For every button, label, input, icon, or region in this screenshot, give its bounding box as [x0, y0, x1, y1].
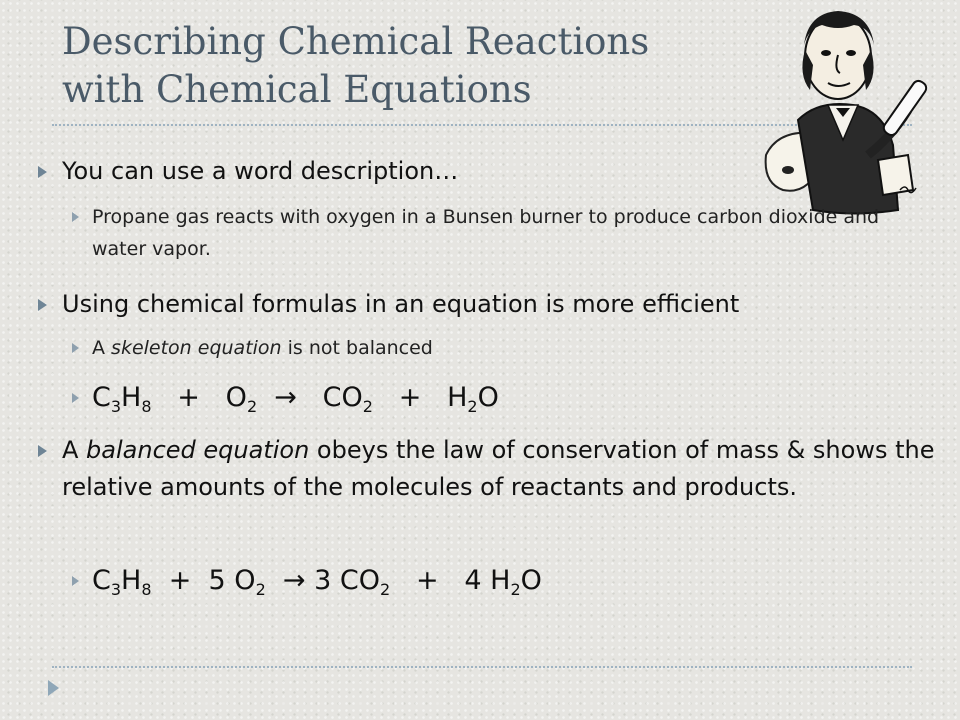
- corner-arrow-icon: [48, 680, 59, 696]
- balanced-equation: [92, 563, 542, 599]
- bullet-word-description: You can use a word description…: [62, 157, 459, 185]
- product-carbon-dioxide: $CO_2$: [339, 565, 391, 599]
- coefficient: 3: [314, 565, 332, 596]
- balanced-suffix: obeys the law of conservation of mass & shows the relative amounts of the molecules of reactants and products.: [62, 436, 935, 501]
- balanced-term: balanced equation: [86, 436, 310, 464]
- title-line-2: with Chemical Equations: [62, 68, 532, 111]
- sub-bullet-marker: [72, 343, 79, 353]
- reactant-propane: $C_3H_8$: [92, 382, 152, 416]
- reactant-oxygen: $O_2$: [225, 382, 258, 416]
- plus-sign: +: [415, 565, 439, 596]
- slide-title: [62, 18, 762, 114]
- skeleton-prefix: A: [92, 337, 112, 359]
- product-water: $H_2O$: [490, 565, 542, 599]
- sub-bullet-propane-description: Propane gas reacts with oxygen in a Bunsen burner to produce carbon dioxide and water vapor.: [92, 206, 880, 260]
- product-water: $H_2O$: [447, 382, 499, 416]
- sub-bullet-marker: [72, 212, 79, 222]
- scientist-caricature-illustration: [758, 5, 928, 220]
- yields-arrow: →: [274, 382, 297, 413]
- skeleton-suffix: is not balanced: [281, 337, 433, 359]
- footer-divider: [52, 666, 912, 668]
- coefficient: 5: [208, 565, 226, 596]
- balanced-prefix: A: [62, 436, 87, 464]
- plus-sign: +: [177, 382, 200, 413]
- sub-bullet-marker: [72, 576, 79, 586]
- skeleton-term: skeleton equation: [111, 337, 282, 359]
- product-carbon-dioxide: $CO_2$: [322, 382, 373, 416]
- sub-bullet-skeleton-equation: [92, 332, 433, 364]
- bullet-chemical-formulas: Using chemical formulas in an equation is more efficient: [62, 290, 740, 318]
- title-line-1: Describing Chemical Reactions: [62, 20, 650, 63]
- bullet-marker: [38, 166, 47, 178]
- yields-arrow: →: [282, 565, 306, 596]
- bullet-marker: [38, 445, 47, 457]
- bullet-balanced-equation: [62, 432, 942, 506]
- plus-sign: +: [398, 382, 422, 413]
- sub-bullet-marker: [72, 393, 79, 403]
- plus-sign: +: [168, 565, 192, 596]
- reactant-oxygen: $O_2$: [234, 565, 266, 599]
- bullet-marker: [38, 299, 47, 311]
- coefficient: 4: [464, 565, 482, 596]
- reactant-propane: $C_3H_8$: [92, 565, 152, 599]
- skeleton-equation: [92, 380, 499, 416]
